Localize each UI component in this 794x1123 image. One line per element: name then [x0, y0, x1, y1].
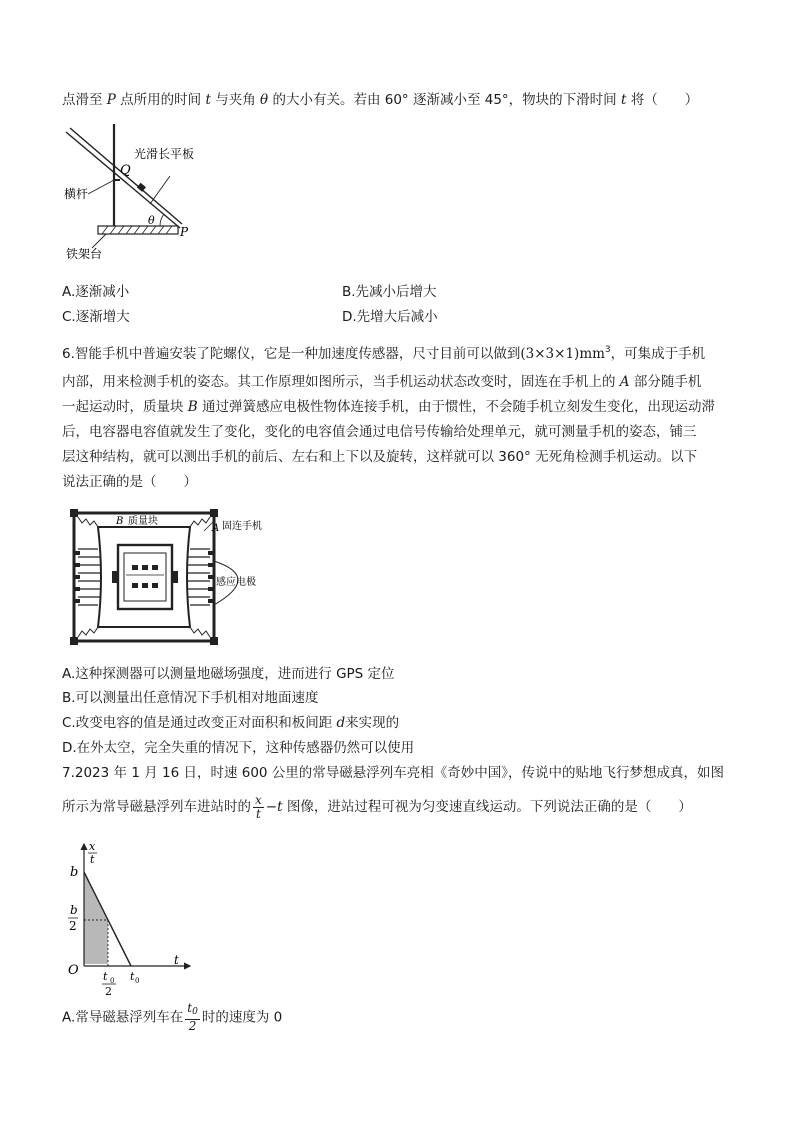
- q5-option-b[interactable]: B.先减小后增大: [342, 284, 437, 300]
- core-part: [142, 565, 148, 570]
- label-t0-sub: 0: [135, 977, 140, 985]
- corner-post: [210, 509, 218, 517]
- frac-den: t: [255, 806, 261, 821]
- q7-minus: −: [265, 799, 278, 815]
- q5-text: 的大小有关。若由 60° 逐渐减小至 45°，物块的下滑时间: [268, 92, 621, 108]
- ylabel-den: t: [90, 853, 95, 866]
- q6-text: 一起运动时，质量块: [62, 399, 188, 415]
- frac-num: x: [255, 792, 262, 807]
- stand-base: [98, 226, 178, 234]
- corner-post: [70, 637, 78, 645]
- q6-option-a[interactable]: A.这种探测器可以测量地磁场强度，进而进行 GPS 定位: [62, 666, 395, 682]
- label-b: b: [70, 865, 79, 880]
- q6-size-exponent: 3: [604, 345, 611, 355]
- right-electrode-pads: [208, 551, 213, 603]
- core-part: [132, 583, 138, 588]
- label-B: B: [116, 516, 124, 527]
- core-part: [152, 583, 158, 588]
- q6-gyroscope-figure: [66, 505, 276, 650]
- label-t0half-den: 2: [105, 985, 112, 998]
- label-P: P: [180, 225, 189, 239]
- spring: [78, 627, 98, 637]
- label-sensing-electrode: 感应电极: [216, 577, 256, 588]
- label-t0: t: [130, 970, 135, 983]
- q6-stem-line-5: 层这种结构，就可以测出手机的前后、左右和上下以及旋转，这样就可以 360° 无死角检测手机运动。以下: [62, 449, 698, 465]
- q6-var-A: A: [619, 374, 630, 390]
- q5-var-t: t: [205, 92, 211, 108]
- q7-t0-over-2: [185, 1002, 200, 1033]
- label-iron-stand: 铁架台: [66, 247, 103, 261]
- q6-size: (3×3×1)mm: [520, 346, 605, 362]
- frac-num-sub: 0: [192, 1007, 198, 1017]
- q6-stem-line-6: 说法正确的是（ ）: [62, 474, 197, 490]
- core-anchor: [172, 571, 178, 583]
- label-crossbar: 横杆: [64, 187, 89, 201]
- ylabel-num: x: [89, 840, 96, 853]
- frac-den: 2: [188, 1019, 197, 1033]
- label-origin: O: [68, 963, 79, 978]
- core-part: [142, 583, 148, 588]
- q6-option-d[interactable]: D.在外太空，完全失重的情况下，这种传感器仍然可以使用: [62, 740, 415, 756]
- label-smooth-board: 光滑长平板: [134, 147, 195, 161]
- q7-stem-line-1: 7.2023 年 1 月 16 日，时速 600 公里的常导磁悬浮列车亮相《奇妙中国》，传说中的贴地飞行梦想成真，如图: [62, 765, 725, 781]
- q6-var-B: B: [187, 399, 198, 415]
- label-Q: Q: [120, 163, 131, 178]
- q6-option-c-text: C.改变电容的值是通过改变正对面积和板间距: [62, 715, 337, 731]
- q6-option-c-tail: 来实现的: [345, 715, 400, 731]
- label-b2-num: b: [70, 903, 78, 917]
- q5-incline-figure: [62, 118, 202, 268]
- q6-stem-line-2: [62, 372, 701, 392]
- shaded-area: [84, 872, 108, 964]
- label-A: A: [212, 523, 220, 534]
- label-mass-block: 质量块: [128, 516, 158, 527]
- q7-stem-line-2: [62, 792, 692, 822]
- spring: [78, 517, 98, 527]
- label-b2-den: 2: [69, 919, 77, 933]
- q7-option-a-tail: 时的速度为 0: [201, 1009, 283, 1026]
- q6-text: 部分随手机: [629, 374, 702, 390]
- q6-var-d: d: [336, 715, 346, 731]
- q5-text: 与夹角: [210, 92, 261, 108]
- core-part: [132, 565, 138, 570]
- q5-stem-line: [62, 90, 698, 110]
- q5-var-t: t: [620, 92, 627, 108]
- label-t0half-num: t: [103, 970, 108, 983]
- q7-xt-t-graph: [62, 838, 202, 998]
- label-theta: θ: [148, 214, 155, 227]
- q6-stem-line-1: [62, 340, 705, 364]
- q6-stem-line-3: [62, 397, 715, 417]
- q5-option-d[interactable]: D.先增大后减小: [342, 309, 438, 325]
- q6-text: 内部，用来检测手机的姿态。其工作原理如图所示，当手机运动状态改变时，固连在手机上的: [62, 374, 620, 390]
- q7-var-t: t: [277, 799, 283, 815]
- label-t-axis: t: [174, 953, 179, 967]
- q7-option-a-text: A.常导磁悬浮列车在: [62, 1009, 184, 1026]
- q5-var-theta: θ: [260, 92, 269, 108]
- label-t0half-sub: 0: [110, 977, 115, 985]
- q7-x-over-t: [253, 794, 264, 821]
- corner-post: [70, 509, 78, 517]
- spring: [190, 627, 210, 637]
- q7-text: 图像，进站过程可视为匀变速直线运动。下列说法正确的是（ ）: [282, 799, 692, 815]
- frac-num-var: t: [187, 1001, 193, 1015]
- right-comb-electrodes: [188, 549, 210, 605]
- label-fixed-to-phone: 固连手机: [222, 521, 262, 532]
- sliding-block: [137, 183, 146, 192]
- q7-option-a[interactable]: [62, 1002, 282, 1033]
- theta-arc: [160, 214, 164, 226]
- q6-text: ，可集成于手机: [610, 346, 706, 362]
- board-leader: [150, 176, 170, 204]
- rod-leader: [88, 180, 114, 194]
- frac-num: [185, 1002, 200, 1020]
- q6-text: 6.智能手机中普遍安装了陀螺仪，它是一种加速度传感器，尺寸目前可以做到: [62, 346, 521, 362]
- q5-text: 点滑至: [62, 92, 107, 108]
- spring: [190, 517, 210, 527]
- q5-var-P: P: [106, 92, 116, 108]
- q5-option-c[interactable]: C.逐渐增大: [62, 309, 130, 325]
- q5-text: 将（ ）: [626, 92, 699, 108]
- q5-text: 点所用的时间: [115, 92, 206, 108]
- left-electrode-pads: [75, 551, 80, 603]
- corner-post: [210, 637, 218, 645]
- core-part: [152, 565, 158, 570]
- q6-option-c[interactable]: [62, 713, 399, 733]
- core-anchor: [112, 571, 118, 583]
- q6-text: 通过弹簧感应电极性物体连接手机，由于惯性，不会随手机立刻发生变化，出现运动滞: [197, 399, 716, 415]
- left-comb-electrodes: [78, 549, 100, 605]
- stand-leader: [92, 234, 106, 248]
- q5-option-a[interactable]: A.逐渐减小: [62, 284, 130, 300]
- q6-stem-line-4: 后，电容器电容值就发生了变化，变化的电容值会通过电信号传输给处理单元，就可测量手机的姿态，铺三: [62, 424, 697, 440]
- q7-text: 所示为常导磁悬浮列车进站时的: [62, 799, 251, 815]
- q6-option-b[interactable]: B.可以测量出任意情况下手机相对地面速度: [62, 690, 319, 706]
